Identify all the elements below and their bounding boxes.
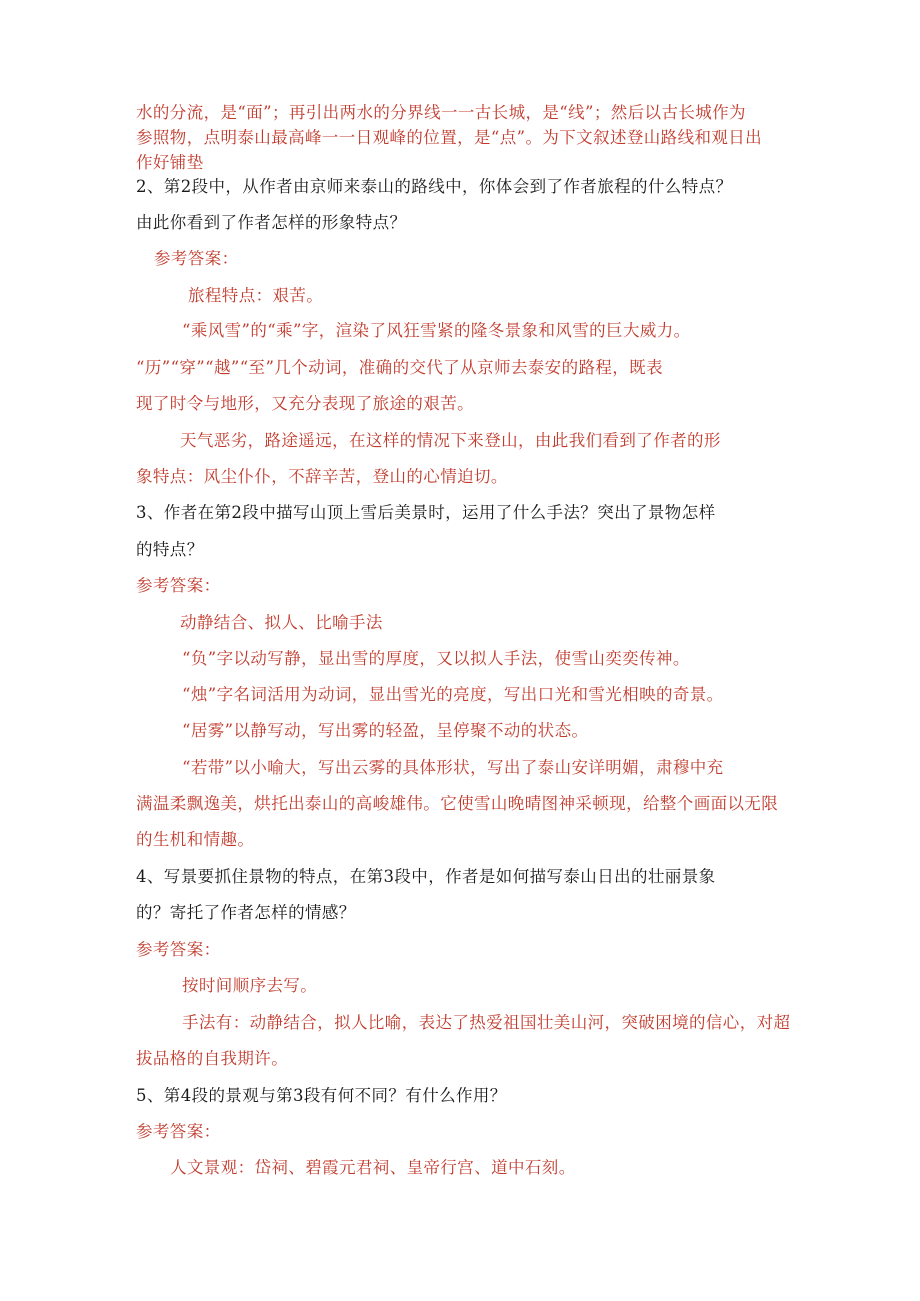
question-2-line: 由此你看到了作者怎样的形象特点？: [136, 213, 407, 232]
text-line: 作好铺垫: [136, 153, 204, 172]
question-3-line: 的特点？: [136, 540, 204, 559]
text-line: 参照物，点明泰山最高峰一一日观峰的位置，是“点”。为下文叙述登山路线和观日出: [136, 128, 763, 147]
answer-text: 的生机和情趣。: [136, 830, 255, 849]
answer-text: 天气恶劣，路途遥远，在这样的情况下来登山，由此我们看到了作者的形: [180, 431, 721, 450]
answer-label: 参考答案：: [154, 249, 239, 268]
answer-text: 满温柔飘逸美，烘托出泰山的高峻雄伟。它使雪山晚晴图神采顿现，给整个画面以无限: [136, 794, 779, 813]
answer-text: 人文景观：岱祠、碧霞元君祠、皇帝行宫、道中石刻。: [170, 1158, 576, 1177]
question-3-line: 3、作者在第2段中描写山顶上雪后美景时，运用了什么手法？突出了景物怎样: [136, 503, 716, 522]
question-4-line: 的？寄托了作者怎样的情感？: [136, 903, 356, 922]
text-line: 水的分流，是“面”；再引出两水的分界线一一古长城，是“线”；然后以古长城作为: [136, 103, 746, 122]
answer-text: 手法有：动静结合，拟人比喻，表达了热爱祖国壮美山河，突破困境的信心，对超: [182, 1013, 791, 1032]
answer-text: 现了时令与地形，又充分表现了旅途的艰苦。: [136, 394, 474, 413]
answer-label: 参考答案：: [136, 576, 221, 595]
answer-text: “若带”以小喻大，写出云雾的具体形状，写出了泰山安详明媚，肃穆中充: [182, 758, 724, 777]
answer-text: “烛”字名词活用为动词，显出雪光的亮度，写出口光和雪光相映的奇景。: [182, 685, 724, 704]
answer-text: 动静结合、拟人、比喻手法: [180, 613, 383, 632]
answer-text: 按时间顺序去写。: [182, 976, 318, 995]
answer-text: 旅程特点：艰苦。: [188, 286, 324, 305]
answer-text: “乘风雪”的“乘”字，渲染了风狂雪紧的隆冬景象和风雪的巨大威力。: [182, 321, 691, 340]
question-5-line: 5、第4段的景观与第3段有何不同？有什么作用？: [136, 1086, 507, 1105]
question-4-line: 4、写景要抓住景物的特点，在第3段中，作者是如何描写泰山日出的壮丽景象: [136, 867, 716, 886]
answer-text: 拔品格的自我期许。: [136, 1049, 289, 1068]
answer-label: 参考答案：: [136, 1122, 221, 1141]
answer-text: “历”“穿”“越”“至”几个动词，准确的交代了从京师去泰安的路程，既表: [136, 358, 663, 377]
question-2-line: 2、第2段中，从作者由京师来泰山的路线中，你体会到了作者旅程的什么特点？: [136, 177, 733, 196]
answer-text: “负”字以动写静，显出雪的厚度，又以拟人手法，使雪山奕奕传神。: [182, 649, 690, 668]
answer-label: 参考答案：: [136, 940, 221, 959]
answer-text: “居雾”以静写动，写出雾的轻盈，呈停聚不动的状态。: [182, 721, 589, 740]
answer-text: 象特点：风尘仆仆，不辞辛苦，登山的心情迫切。: [136, 467, 508, 486]
